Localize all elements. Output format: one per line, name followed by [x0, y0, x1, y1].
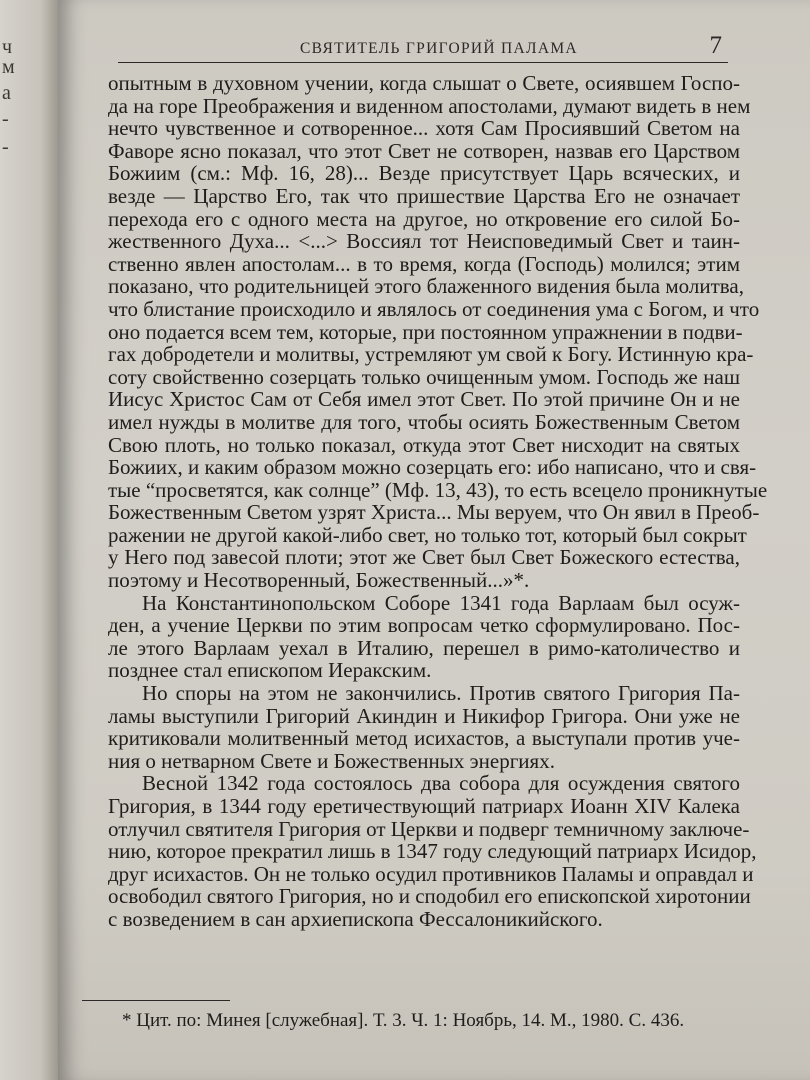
running-title: СВЯТИТЕЛЬ ГРИГОРИЙ ПАЛАМА — [300, 40, 578, 57]
text-line: позднее стал епископом Иеракским. — [108, 658, 432, 683]
text-line: Божественным Светом узрят Христа... Мы веруем, что Он явил в Преоб- — [108, 500, 760, 525]
text-line: Божиих, и каким образом можно созерцать его: ибо написано, что и свя- — [108, 455, 757, 480]
margin-fragment: - — [2, 136, 9, 158]
text-line: с возведением в сан архиепископа Фессалоникийского. — [108, 906, 603, 931]
text-line: оно подается всем тем, которые, при постоянном упражнении в подви- — [108, 319, 743, 344]
footnote-rule — [82, 1000, 230, 1001]
margin-fragment: ч — [2, 36, 13, 58]
text-line: ден, а учение Церкви по этим вопросам четко сформулировано. Пос- — [108, 613, 740, 638]
text-line: критиковали молитвенный метод исихастов, а выступали против уче- — [108, 726, 740, 751]
text-line: Божиим (см.: Мф. 16, 28)... Везде присутствует Царь всяческих, и — [108, 161, 740, 186]
text-line: освободил святого Григория, но и сподобил его епископской хиротонии — [108, 884, 751, 909]
text-line: гах добродетели и молитвы, устремляют ум свой к Богу. Истинную кра- — [108, 342, 754, 367]
text-line: Весной 1342 года состоялось два собора для осуждения святого — [142, 771, 740, 796]
text-line: соту свойственно созерцать только очищенным умом. Господь же наш — [108, 364, 740, 389]
left-page-edge — [0, 0, 58, 1080]
text-line: Свою плоть, но только показал, откуда этот Свет нисходит на святых — [108, 432, 740, 457]
text-line: жественного Духа... <...> Воссиял тот Неисповедимый Свет и таин- — [108, 229, 740, 254]
text-line: поэтому и Несотворенный, Божественный...»*. — [108, 568, 530, 593]
text-line: перехода его с одного места на другое, но откровение его силой Бо- — [108, 206, 740, 231]
margin-fragment: а — [2, 82, 11, 104]
text-line: да на горе Преображения и виденном апостолами, думают видеть в нем — [108, 93, 751, 118]
text-line: нию, которое прекратил лишь в 1347 году следующий патриарх Исидор, — [108, 839, 757, 864]
running-head — [118, 34, 728, 63]
text-line: ния о нетварном Свете и Божественных энергиях. — [108, 748, 555, 773]
text-line: ражении не другой какой-либо свет, но только тот, который был сокрыт — [108, 522, 747, 547]
margin-fragment: - — [2, 108, 9, 130]
text-line: отлучил святителя Григория от Церкви и подверг темничному заключе- — [108, 816, 750, 841]
text-line: Но споры на этом не закончились. Против святого Григория Па- — [142, 681, 740, 706]
text-line: везде — Царство Его, так что пришествие Царства Его не означает — [108, 183, 740, 208]
text-line: ламы выступили Григорий Акиндин и Никифор Григора. Они уже не — [108, 703, 740, 728]
text-line: показано, что родительницей этого блаженного видения была молитва, — [108, 274, 744, 299]
text-line: ле этого Варлаам уехал в Италию, перешел в римо-католичество и — [108, 635, 740, 660]
text-line: Фаворе ясно показал, что этот Свет не сотворен, назвав его Царством — [108, 138, 740, 163]
text-line: тые “просветятся, как солнце” (Мф. 13, 43), то есть всецело проникнутые — [108, 477, 768, 502]
text-line: ственно явлен апостолам... в то время, когда (Господь) молился; этим — [108, 251, 740, 276]
text-line: что блистание происходило и являлось от соединения ума с Богом, и что — [108, 296, 760, 321]
page-number: 7 — [709, 32, 722, 59]
body-text — [108, 71, 768, 931]
text-line: Григория, в 1344 году еретичествующий патриарх Иоанн XIV Калека — [108, 794, 740, 818]
text-line: нечто чувственное и сотворенное... хотя Сам Просиявший Светом на — [108, 116, 740, 141]
text-line: На Константинопольском Соборе 1341 года Варлаам был осуж- — [142, 590, 740, 615]
text-line: у Него под завесой плоти; этот же Свет был Свет Божеского естества, — [108, 545, 740, 570]
text-line: опытным в духовном учении, когда слышат о Свете, осиявшем Госпо- — [108, 71, 740, 95]
book-page — [58, 0, 810, 1080]
text-line: имел нужды в молитве для того, чтобы осиять Божественным Светом — [108, 409, 740, 434]
text-line: Иисус Христос Сам от Себя имел этот Свет. По этой причине Он и не — [108, 387, 740, 412]
margin-fragment: м — [2, 56, 15, 78]
text-line: друг исихастов. Он не только осудил противников Паламы и оправдал и — [108, 861, 754, 886]
footnote: * Цит. по: Минея [служебная]. Т. 3. Ч. 1: Ноябрь, 14. М., 1980. С. 436. — [122, 1010, 685, 1031]
